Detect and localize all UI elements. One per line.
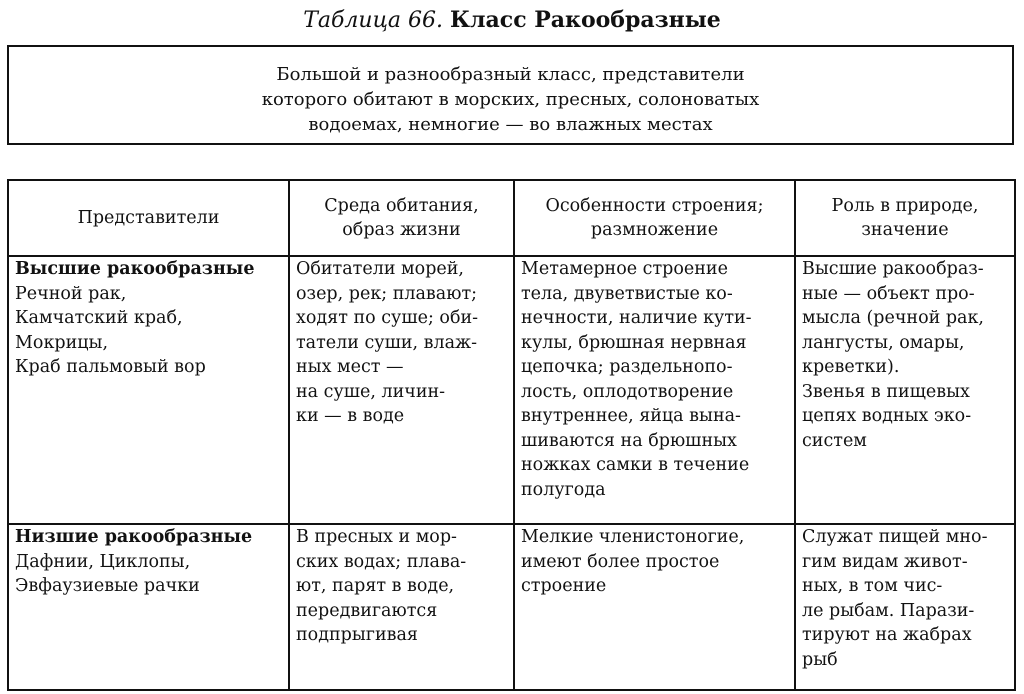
group-name: Низшие ракообразные: [15, 527, 253, 547]
cell-role: Служат пищей мно- гим видам живот- ных, в том чис- ле рыбам. Парази- тируют на жабрах рыб: [795, 524, 1015, 690]
table-row: [8, 256, 1015, 524]
cell-structure: Метамерное строение тела, двуветвистые ко- нечности, наличие кути- кулы, брюшная нервная цепочка; раздельнопо- лость, оплодотворение внутреннее, яйца вына- шиваются на брюшных ножках самки в течение полугода: [514, 256, 795, 524]
cell-structure: Мелкие членистоногие, имеют более простое строение: [514, 524, 795, 690]
group-name: Высшие ракообразные: [15, 259, 255, 279]
header-structure: Особенности строения; размножение: [514, 180, 795, 256]
cell-role: Высшие ракообраз- ные — объект про- мысла (речной рак, лангусты, омары, креветки). Звенья в пищевых цепях водных эко- систем: [795, 256, 1015, 524]
table-number-label: Таблица 66.: [303, 8, 444, 33]
header-habitat: Среда обитания, образ жизни: [289, 180, 514, 256]
intro-box: [7, 45, 1014, 145]
cell-representatives: Низшие ракообразные Дафнии, Циклопы, Эвфаузиевые рачки: [8, 524, 289, 690]
intro-line: которого обитают в морских, пресных, солоноватых: [261, 89, 760, 110]
header-role: Роль в природе, значение: [795, 180, 1015, 256]
crustaceans-table: [7, 179, 1016, 691]
intro-text: [9, 62, 1012, 137]
table-name: Класс Ракообразные: [450, 7, 721, 33]
intro-line: водоемах, немногие — во влажных местах: [308, 114, 713, 135]
cell-habitat: Обитатели морей, озер, рек; плавают; ходят по суше; оби- татели суши, влаж- ных мест — на суше, личин- ки — в воде: [289, 256, 514, 524]
intro-line: Большой и разнообразный класс, представители: [276, 64, 745, 85]
cell-representatives: Высшие ракообразные Речной рак, Камчатский краб, Мокрицы, Краб пальмовый вор: [8, 256, 289, 524]
cell-habitat: В пресных и мор- ских водах; плава- ют, парят в воде, передвигаются подпрыгивая: [289, 524, 514, 690]
table-title: [0, 6, 1024, 35]
header-row: [8, 180, 1015, 256]
header-representatives: Представители: [8, 180, 289, 256]
table-row: [8, 524, 1015, 690]
